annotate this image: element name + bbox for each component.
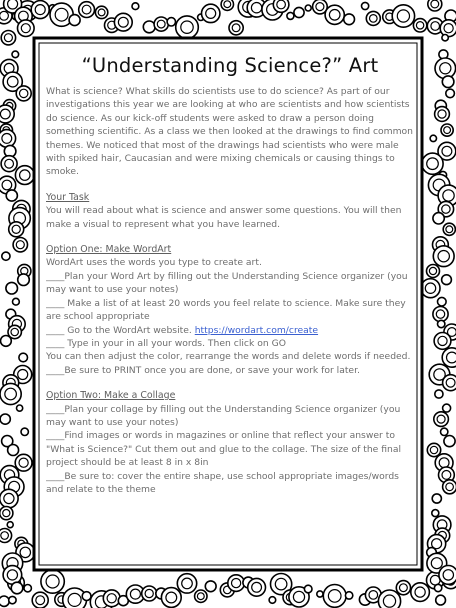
border-circle	[362, 2, 369, 9]
border-circle	[429, 267, 436, 274]
border-circle	[132, 3, 139, 10]
border-circle	[269, 597, 276, 604]
border-circle	[316, 3, 324, 11]
border-circle	[7, 76, 18, 87]
border-circle	[13, 298, 20, 305]
border-circle	[20, 89, 28, 97]
border-circle	[431, 558, 442, 569]
border-circle	[7, 522, 13, 528]
border-circle	[442, 275, 452, 285]
border-circle	[19, 353, 28, 362]
border-circle	[329, 10, 340, 21]
border-circle	[0, 414, 10, 424]
border-circle	[442, 146, 452, 156]
border-circle	[293, 591, 304, 602]
border-circle	[0, 11, 8, 20]
border-circle	[232, 24, 240, 32]
border-circle	[5, 388, 17, 400]
border-circle	[181, 21, 193, 33]
border-circle	[431, 0, 439, 8]
border-circle	[431, 22, 440, 31]
page-title: “Understanding Science?” Art	[81, 54, 379, 77]
border-circle	[11, 582, 23, 594]
border-circle	[383, 595, 395, 607]
border-circle	[1, 532, 9, 540]
border-circle	[2, 180, 12, 190]
border-circle	[400, 584, 408, 592]
border-circle	[7, 570, 17, 580]
wordart-link[interactable]: https://wordart.com/create	[194, 324, 319, 336]
border-circle	[438, 320, 445, 327]
border-circle	[2, 134, 12, 144]
border-circle	[304, 585, 312, 593]
border-circle	[232, 579, 241, 588]
border-circle	[46, 575, 59, 588]
border-circle	[441, 428, 448, 435]
border-circle	[444, 436, 455, 447]
border-circle	[82, 5, 91, 14]
border-circle	[251, 3, 261, 13]
border-circle	[19, 458, 28, 467]
border-circle	[369, 591, 378, 600]
border-circle	[328, 590, 341, 603]
option-one-line: ____ Make a list of at least 20 words you feel relate to science. Make sure they are school appropriate	[46, 297, 406, 323]
website-prefix: ____ Go to the WordArt website.	[46, 324, 195, 336]
option-two-heading: Option Two: Make a Collage	[46, 390, 176, 402]
option-one-line: You can then adjust the color, rearrange the words and delete words if needed.	[46, 351, 411, 363]
border-circle	[4, 493, 14, 503]
border-circle	[12, 51, 19, 58]
border-circle	[182, 578, 193, 589]
border-circle	[167, 18, 175, 26]
border-circle	[197, 593, 204, 600]
border-circle	[157, 20, 165, 28]
border-circle	[305, 5, 311, 11]
border-circle	[107, 594, 116, 603]
your-task-text: You will read about what is science and answer some questions. You will then make a visual to represent what you have learned.	[46, 205, 402, 230]
border-circle	[18, 274, 30, 286]
border-circle	[118, 17, 128, 27]
border-circle	[415, 587, 425, 597]
border-circle	[434, 584, 441, 591]
border-circle	[55, 8, 68, 21]
border-circle	[98, 9, 105, 16]
border-circle	[447, 352, 456, 363]
border-circle	[442, 205, 450, 213]
option-two-line: ____Be sure to: cover the entire shape, use school appropriate images/words and relate to the theme	[46, 470, 399, 495]
border-circle	[442, 471, 451, 480]
border-circle	[438, 336, 447, 345]
border-circle	[446, 378, 455, 387]
border-circle	[433, 213, 444, 224]
border-circle	[446, 483, 454, 491]
border-circle	[0, 109, 10, 119]
border-circle	[9, 596, 16, 603]
border-circle	[224, 1, 231, 8]
border-circle	[370, 15, 378, 23]
border-circle	[446, 226, 453, 233]
border-circle	[166, 592, 177, 603]
border-circle	[275, 578, 287, 590]
border-circle	[21, 428, 28, 435]
option-one-line: ____Plan your Word Art by filling out the Understanding Science organizer (you may want to use your notes)	[46, 270, 408, 296]
option-one-website-line	[46, 324, 414, 337]
border-circle	[20, 547, 30, 557]
border-circle	[0, 596, 9, 606]
border-circle	[442, 35, 448, 41]
border-circle	[436, 595, 446, 605]
border-circle	[443, 404, 451, 412]
border-circle	[439, 458, 449, 468]
border-circle	[24, 585, 31, 592]
border-circle	[6, 190, 17, 201]
border-circle	[444, 127, 451, 134]
border-circle	[205, 581, 216, 592]
border-circle	[416, 22, 423, 29]
border-circle	[442, 76, 454, 88]
border-circle	[11, 328, 18, 335]
border-circle	[206, 8, 216, 18]
worksheet-content	[46, 50, 414, 560]
border-circle	[443, 190, 454, 201]
border-circle	[436, 310, 444, 318]
option-one-line: WordArt uses the words you type to create art.	[46, 257, 262, 269]
border-circle	[130, 589, 140, 599]
border-circle	[68, 593, 81, 606]
border-circle	[432, 494, 441, 503]
border-circle	[277, 0, 286, 9]
border-circle	[425, 283, 435, 293]
border-circle	[438, 251, 449, 262]
border-circle	[6, 282, 18, 294]
border-circle	[435, 390, 443, 398]
your-task-heading: Your Task	[46, 191, 90, 203]
border-circle	[36, 596, 45, 605]
border-circle	[82, 592, 91, 601]
border-circle	[145, 589, 153, 597]
border-circle	[294, 7, 304, 17]
border-circle	[5, 159, 14, 168]
border-circle	[287, 12, 294, 19]
border-circle	[35, 5, 45, 15]
border-circle	[438, 297, 447, 306]
border-circle	[430, 446, 437, 453]
border-circle	[8, 445, 19, 456]
option-one-line: ____ Type in your in all your words. Then click on GO	[46, 337, 286, 349]
border-circle	[440, 63, 451, 74]
border-circle	[1, 336, 12, 347]
border-circle	[397, 10, 409, 22]
border-circle	[317, 591, 323, 597]
border-circle	[252, 582, 262, 592]
border-circle	[432, 510, 439, 517]
option-one-line: ____Be sure to PRINT once you are done, or save your work for later.	[46, 364, 360, 376]
border-circle	[143, 21, 155, 33]
border-circle	[69, 15, 80, 26]
border-circle	[18, 370, 28, 380]
border-circle	[4, 34, 12, 42]
border-circle	[443, 570, 453, 580]
border-circle	[16, 241, 24, 249]
border-circle	[444, 24, 453, 33]
border-circle	[17, 405, 23, 411]
border-circle	[8, 0, 18, 9]
border-circle	[21, 24, 30, 33]
intro-paragraph: What is science? What skills do scientists use to do science? As part of our investigations this year we are looking at who are scientists and how scientists do science. As our kick-off students were asked to draw a person doing something scientific. As a class we then looked at the drawings to find common themes. We noticed that most of the drawings had scientists who were male with spiked hair, Caucasian and were mixing chemicals or causing things to smoke.	[46, 86, 413, 178]
option-one-heading: Option One: Make WordArt	[46, 244, 172, 256]
border-circle	[12, 225, 20, 233]
border-circle	[427, 158, 439, 170]
border-circle	[2, 252, 10, 260]
border-circle	[3, 509, 10, 516]
border-circle	[438, 110, 446, 118]
option-two-line: ____Find images or words in magazines or online that reflect your answer to "What is Science?" Cut them out and glue to the collage. The size of the final project should be at least 8 in x 8in	[46, 430, 402, 469]
option-two-line: ____Plan your collage by filling out the Understanding Science organizer (you may want to use your notes)	[46, 403, 401, 428]
border-circle	[344, 14, 355, 25]
border-circle	[20, 170, 30, 180]
border-circle	[430, 135, 436, 141]
border-circle	[345, 592, 352, 599]
border-circle	[437, 415, 445, 423]
border-circle	[446, 89, 455, 98]
